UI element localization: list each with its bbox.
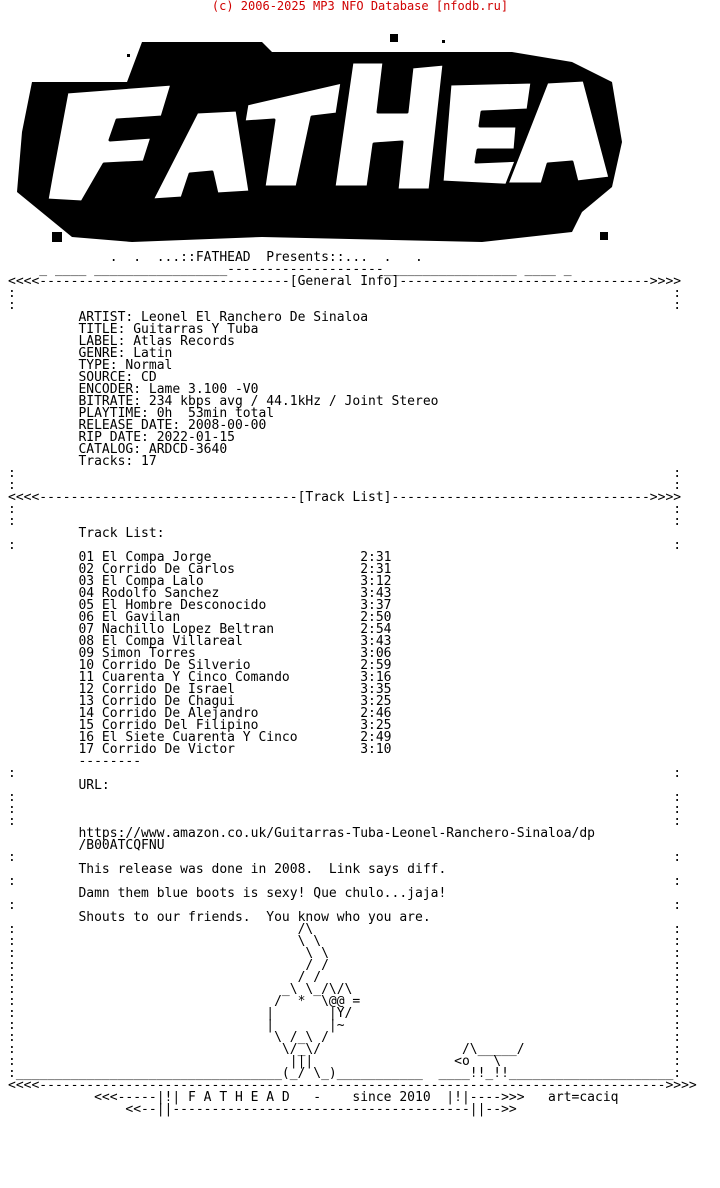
nfo-text: . . ...::FATHEAD Presents::... . . _ ____ _________________--------------------_________________ ____ _ <<<<--------------------------------[General Info]-------------------------------->>>> : : : : ARTIST: Leonel El Ranchero De Sinaloa TITLE: Guitarras Y Tuba LABEL: Atlas Records GENRE: Latin TYPE: Normal SOURCE: CD ENCODER: Lame 3.100 -V0 BITRATE: 234 kbps avg / 44.1kHz / Joint Stereo PLAYTIME: 0h 53min total RELEASE DATE: 2008-00-00 RIP DATE: 2022-01-15 CATALOG: ARDCD-3640 Tracks: 17 : : : : <<<<---------------------------------[Track List]--------------------------------->>>> : : : : Track List: : : 01 El Compa Jorge 2:31 02 Corrido De Carlos 2:31 03 El Compa Lalo 3:12 04 Rodolfo Sanchez 3:43 05 El Hombre Desconocido 3:37 06 El Gavilan 2:50 07 Nachillo Lopez Beltran 2:54 08 El Compa Villareal 3:43 09 Simon Torres 3:06 10 Corrido De Silverio 2:59 11 Cuarenta Y Cinco Comando 3:16 12 Corrido De Israel 3:35 13 Corrido De Chagui 3:25 14 Corrido De Alejandro 2:46 15 Corrido Del Filipino 3:25 16 El Siete Cuarenta Y Cinco 2:49 17 Corrido De Victor 3:10 -------- : : URL: : : : : : : https://www.amazon.co.uk/Guitarras-Tuba-Leonel-Ranchero-Sinaloa/dp /B00ATCQFNU : : This release was done in 2008. Link says diff. : : Damn them blue boots is sexy! Que chulo...jaja! : : Shouts to our friends. You know who you are. : /\ : : \ \ : : \ \ : : / / : : / / : : _\ \_/\/\ : : / * \@@ = : : | |Y/ : : | |~ : : \ /_\ / : : \/_\/ /\_____/ : : ||| <o \ : :__________________________________(_/ \_)___________ ____!!_!!_____________________: <<<<-------------------------------------------------------------------------------->>>> <<<-----|!| F A T H E A D - since 2010 |!|---->>> art=caciq <<--||--------------------------------------||-->> [8,250,697,1117]
fathead-logo [12,22,640,252]
logo-wordmark: FATHEAD [52,54,95,65]
copyright-notice: (c) 2006-2025 MP3 NFO Database [nfodb.ru] [211,0,509,13]
